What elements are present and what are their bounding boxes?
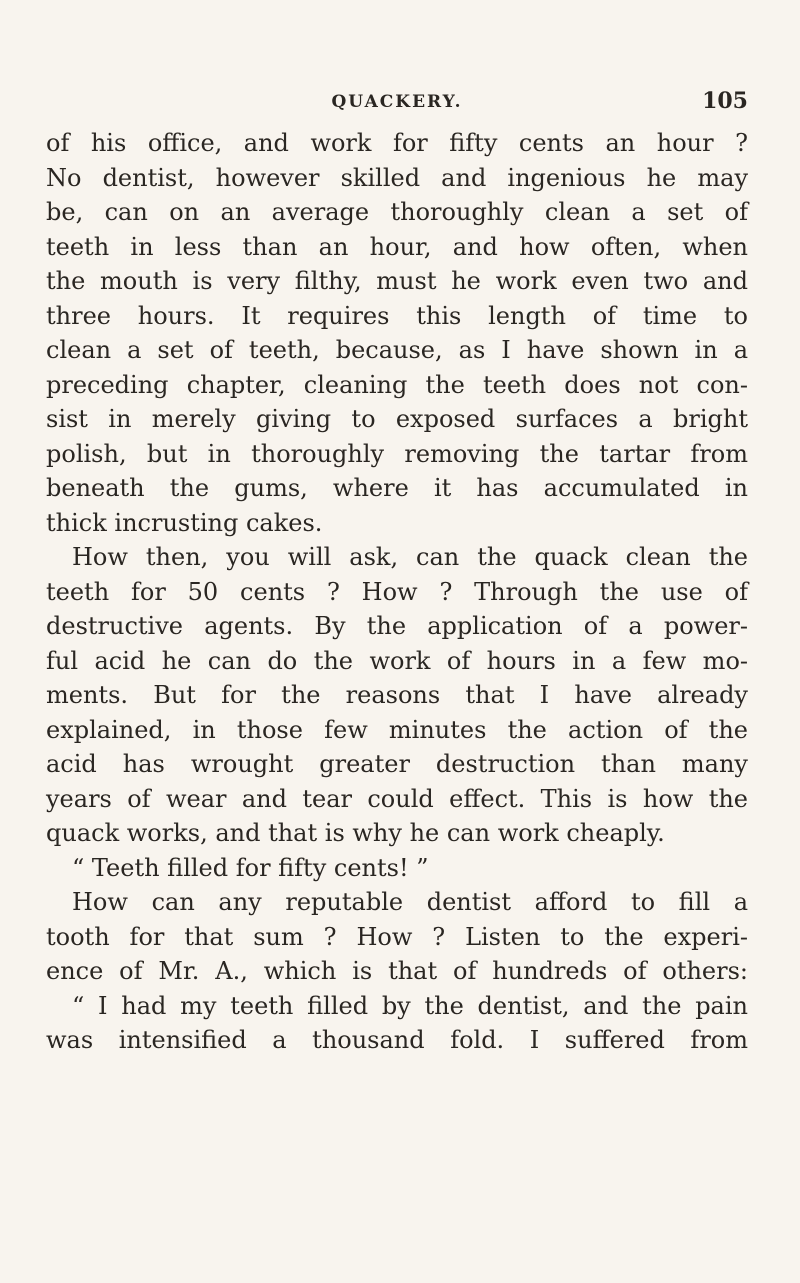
- text-line: thick incrusting cakes.: [46, 508, 323, 537]
- text-line: “ Teeth filled for fifty cents! ”: [72, 853, 429, 882]
- text-line: clean a set of teeth, because, as I have shown in a: [46, 336, 748, 364]
- text-line: ments. But for the reasons that I have already: [46, 681, 748, 709]
- running-title: QUACKERY.: [331, 92, 463, 112]
- text-line: “ I had my teeth filled by the dentist, and the pain: [72, 991, 748, 1020]
- text-line: How then, you will ask, can the quack clean the: [72, 543, 748, 571]
- text-line: the mouth is very filthy, must he work even two and: [46, 267, 748, 295]
- text-line: quack works, and that is why he can work cheaply.: [46, 819, 665, 847]
- text-line: explained, in those few minutes the action of the: [46, 715, 748, 744]
- text-line: teeth for 50 cents ? How ? Through the use of: [46, 577, 748, 606]
- text-line: years of wear and tear could effect. This is how the: [46, 784, 748, 813]
- text-line: tooth for that sum ? How ? Listen to the experi-: [46, 922, 748, 951]
- text-line: was intensified a thousand fold. I suffered from: [46, 1026, 748, 1054]
- text-line: three hours. It requires this length of time to: [46, 301, 748, 330]
- text-line: be, can on an average thoroughly clean a set of: [46, 198, 748, 226]
- text-line: of his office, and work for fifty cents an hour ?: [46, 129, 748, 157]
- text-line: preceding chapter, cleaning the teeth does not con-: [46, 370, 748, 399]
- text-line: beneath the gums, where it has accumulated in: [46, 474, 748, 502]
- running-head: [46, 88, 748, 118]
- text-line: No dentist, however skilled and ingenious he may: [46, 163, 748, 192]
- text-line: ful acid he can do the work of hours in a few mo-: [46, 646, 748, 675]
- text-line: acid has wrought greater destruction than many: [46, 750, 748, 778]
- page-number: 105: [702, 88, 748, 114]
- text-line: polish, but in thoroughly removing the tartar from: [46, 439, 748, 468]
- text-line: ence of Mr. A., which is that of hundreds of others:: [46, 957, 748, 985]
- text-line: teeth in less than an hour, and how often, when: [46, 232, 748, 261]
- text-line: sist in merely giving to exposed surfaces a bright: [46, 405, 748, 433]
- text-line: How can any reputable dentist afford to fill a: [72, 888, 748, 916]
- body-text: [46, 126, 748, 1058]
- text-line: destructive agents. By the application of a power-: [46, 612, 748, 640]
